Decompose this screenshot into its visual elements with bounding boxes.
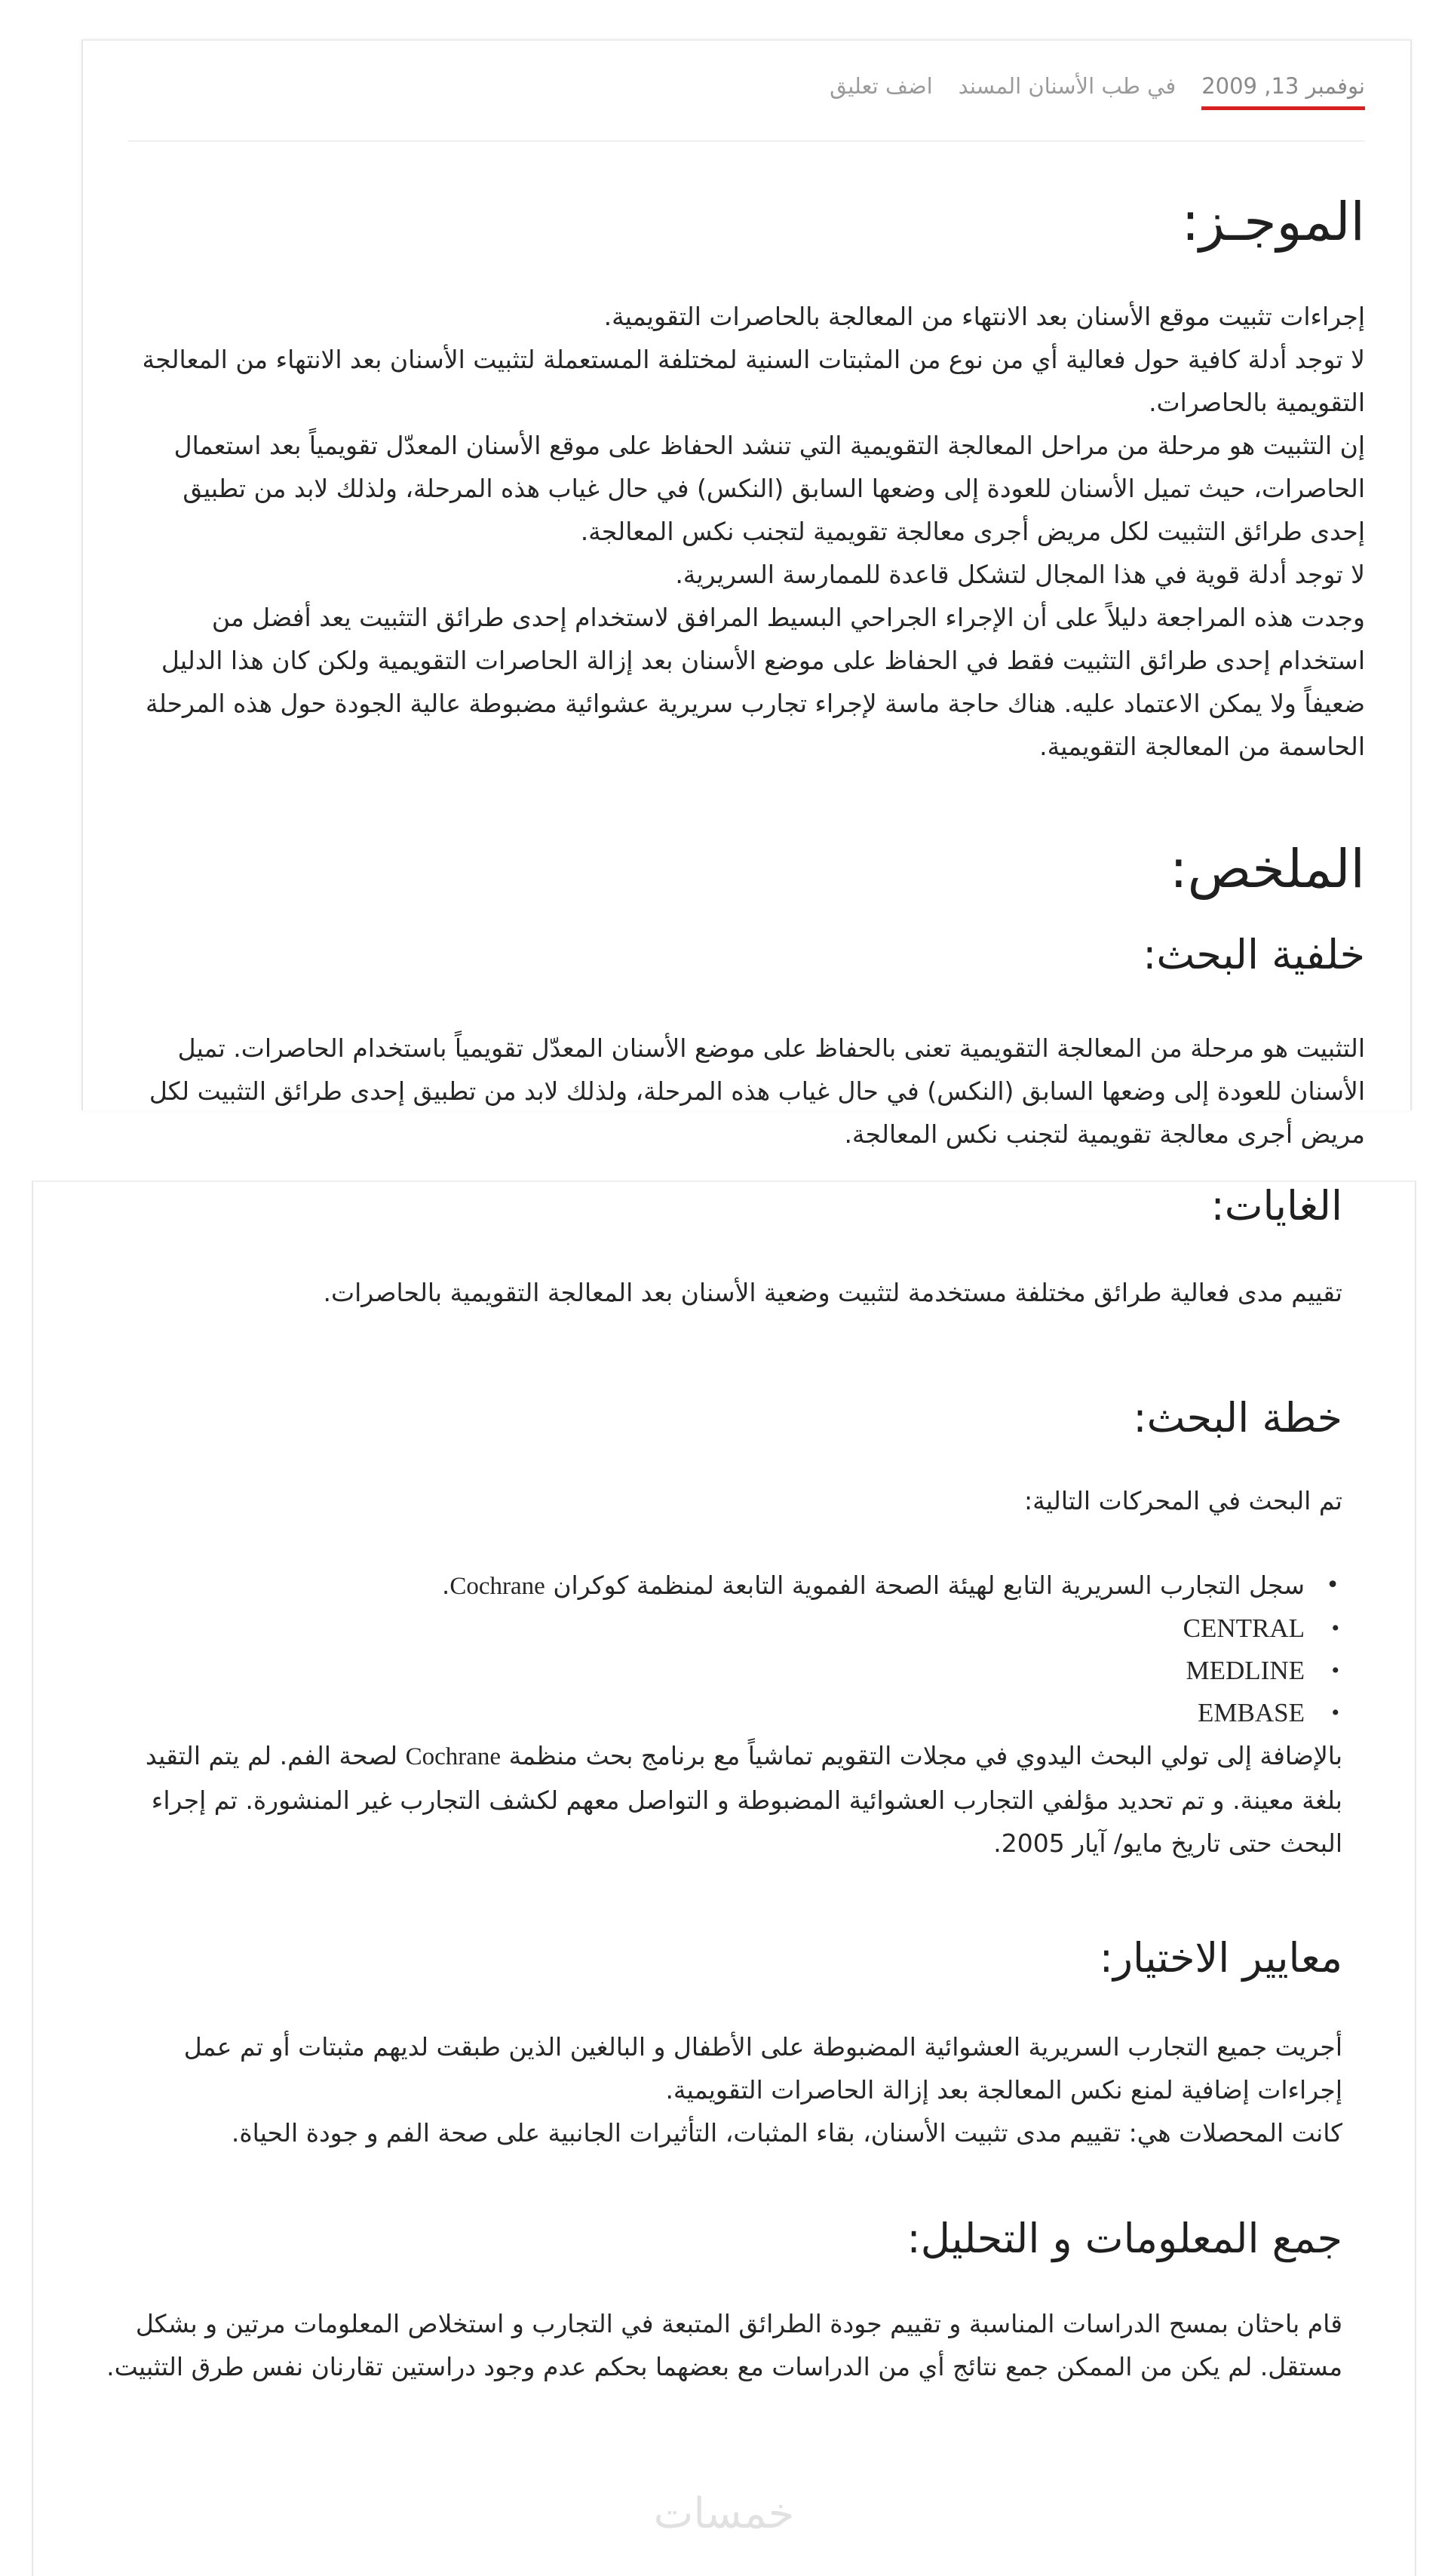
article-body-bottom — [101, 1182, 1342, 2388]
data-collection-text: قام باحثان بمسح الدراسات المناسبة و تقييم جودة الطرائق المتبعة في التجارب و استخلاص المعلومات مرتين و بشكل مستقل. لم يكن من الممكن جمع نتائج أي من الدراسات مع بعضهما بحكم عدم وجود دراستين تقارنان نفس طرق التثبيت. — [106, 2309, 1342, 2382]
summary-paragraph-5: وجدت هذه المراجعة دليلاً على أن الإجراء الجراحي البسيط المرافق لاستخدام إحدى طرائق التثبيت يعد أفضل من استخدام إحدى طرائق التثبيت فقط في الحفاظ على موضع الأسنان بعد إزالة الحاصرات التقويمية ولكن كان هذا الدليل ضعيفاً ولا يمكن الاعتماد عليه. هناك حاجة ماسة لإجراء تجارب سريرية عشوائية مضبوطة عالية الجودة حول هذه المرحلة الحاسمة من المعالجة التقويمية. — [146, 602, 1365, 761]
search-description: بالإضافة إلى تولي البحث اليدوي في مجلات التقويم تماشياً مع برنامج بحث منظمة Cochrane لصحة الفم. لم يتم التقيد بلغة معينة. و تم تحديد مؤلفي التجارب العشوائية المضبوطة و التواصل معهم لكشف التجارب غير المنشورة. تم إجراء البحث حتى تاريخ مايو/ آيار 2005. — [145, 1740, 1342, 1858]
objectives-heading: الغايات: — [1210, 1182, 1342, 1230]
search-databases-list — [101, 1564, 1342, 1734]
list-item: • EMBASE — [101, 1692, 1305, 1734]
list-item: • MEDLINE — [101, 1650, 1305, 1692]
background-text: التثبيت هو مرحلة من المعالجة التقويمية تعنى بالحفاظ على موضع الأسنان المعدّل تقويمياً باستخدام الحاصرات. تميل الأسنان للعودة إلى وضعها السابق (النكس) في حال غياب هذه المرحلة، ولذلك لابد من تطبيق إحدى طرائق التثبيت لكل مريض أجرى معالجة تقويمية لتجنب نكس المعالجة. — [149, 1033, 1365, 1149]
criteria-paragraph-1: أجريت جميع التجارب السريرية العشوائية المضبوطة على الأطفال و البالغين الذين طبقت لديهم مثبتات أو تم عمل إجراءات إضافية لمنع نكس المعالجة بعد إزالة الحاصرات التقويمية. — [183, 2031, 1342, 2105]
article-card-bottom — [32, 1181, 1416, 2576]
objectives-text: تقييم مدى فعالية طرائق مختلفة مستخدمة لتثبيت وضعية الأسنان بعد المعالجة التقويمية بالحاصرات. — [323, 1278, 1342, 1307]
watermark: خمسات — [653, 2489, 795, 2538]
summary-paragraph-4: لا توجد أدلة قوية في هذا المجال لتشكل قاعدة للممارسة السريرية. — [675, 559, 1365, 589]
meta-divider — [128, 140, 1365, 142]
summary-paragraph-1: إجراءات تثبيت موقع الأسنان بعد الانتهاء من المعالجة بالحاصرات التقويمية. — [603, 301, 1365, 331]
search-heading: خطة البحث: — [1133, 1394, 1342, 1442]
article-body-top — [136, 192, 1365, 1156]
post-date-link[interactable]: نوفمبر 13, 2009 — [1201, 63, 1365, 110]
post-meta — [830, 57, 1365, 115]
article-card-top — [81, 39, 1412, 1149]
summary-heading: الموجـز: — [1181, 191, 1365, 253]
criteria-heading: معايير الاختيار: — [1099, 1933, 1342, 1982]
list-item: • CENTRAL — [101, 1607, 1305, 1650]
list-item: • سجل التجارب السريرية التابع لهيئة الصحة الفموية التابعة لمنظمة كوكران Cochrane. — [101, 1564, 1305, 1607]
background-heading: خلفية البحث: — [1143, 931, 1365, 978]
summary-paragraph-2: لا توجد أدلة كافية حول فعالية أي من نوع من المثبتات السنية لمختلفة المستعملة لتثبيت الأسنان بعد الانتهاء من المعالجة التقويمية بالحاصرات. — [142, 344, 1365, 417]
abstract-heading: الملخص: — [1170, 837, 1365, 900]
data-collection-heading: جمع المعلومات و التحليل: — [907, 2214, 1342, 2262]
add-comment-link[interactable]: اضف تعليق — [830, 73, 933, 99]
post-category-link[interactable]: في طب الأسنان المسند — [958, 73, 1176, 99]
criteria-paragraph-2: كانت المحصلات هي: تقييم مدى تثبيت الأسنان، بقاء المثبات، التأثيرات الجانبية على صحة الفم و جودة الحياة. — [231, 2117, 1342, 2148]
summary-paragraph-3: إن التثبيت هو مرحلة من مراحل المعالجة التقويمية التي تنشد الحفاظ على موقع الأسنان المعدّل تقويمياً بعد استعمال الحاصرات، حيث تميل الأسنان للعودة إلى وضعها السابق (النكس) في حال غياب هذه المرحلة، ولذلك لابد من تطبيق إحدى طرائق التثبيت لكل مريض أجرى معالجة تقويمية لتجنب نكس المعالجة. — [173, 430, 1365, 546]
search-intro: تم البحث في المحركات التالية: — [1024, 1485, 1342, 1515]
